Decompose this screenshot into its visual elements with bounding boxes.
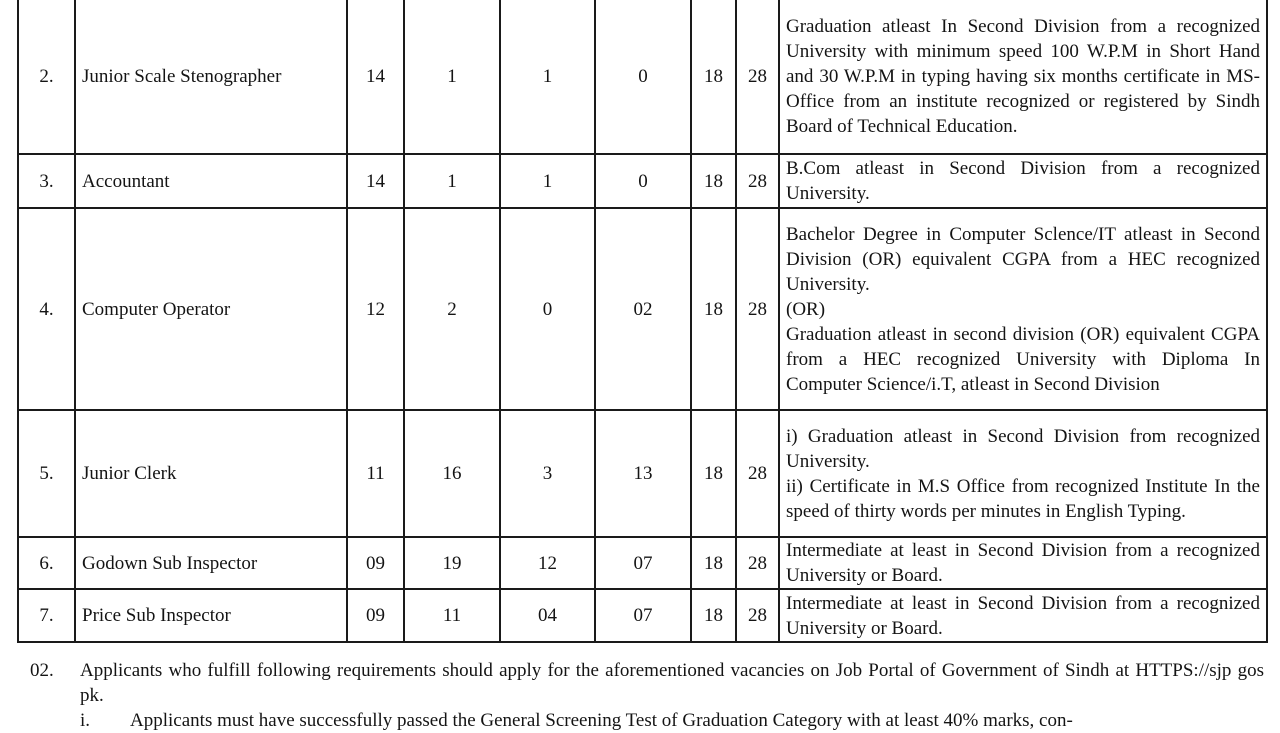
serial-number: 4.	[18, 208, 75, 410]
qualification-cell	[779, 0, 1267, 154]
count-cell: 11	[404, 589, 500, 642]
table-row	[18, 208, 1267, 410]
table-row	[18, 154, 1267, 208]
min-age-cell: 18	[691, 537, 736, 589]
post-name: Junior Scale Stenographer	[75, 0, 347, 154]
count-cell: 12	[500, 537, 595, 589]
serial-number: 7.	[18, 589, 75, 642]
max-age-cell: 28	[736, 537, 779, 589]
max-age-cell: 28	[736, 154, 779, 208]
post-name: Price Sub Inspector	[75, 589, 347, 642]
count-cell: 0	[595, 154, 691, 208]
bps-cell: 14	[347, 0, 404, 154]
max-age-cell: 28	[736, 589, 779, 642]
paragraph-02	[30, 658, 1264, 708]
paragraph-i	[80, 708, 1260, 733]
post-name: Computer Operator	[75, 208, 347, 410]
max-age-cell: 28	[736, 0, 779, 154]
qualification-or-separator: (OR)	[786, 298, 826, 320]
min-age-cell: 18	[691, 208, 736, 410]
max-age-cell: 28	[736, 208, 779, 410]
qualification-text: Graduation atleast In Second Division from a recognized University with minimum speed 100 W.P.M in Short Hand and 30 W.P.M in typing having six months certificate in MS-Office from an institute recognized or registered by Sindh Board of Technical Education.	[786, 16, 1260, 137]
bps-cell: 11	[347, 410, 404, 537]
min-age-cell: 18	[691, 410, 736, 537]
max-age-cell: 28	[736, 410, 779, 537]
count-cell: 1	[500, 154, 595, 208]
qualification-text: Intermediate at least in Second Division from a recognized University or Board.	[786, 592, 1260, 639]
qualification-text: ii) Certificate in M.S Office from recognized Institute In the speed of thirty words per minutes in English Typing.	[786, 475, 1260, 522]
count-cell: 19	[404, 537, 500, 589]
count-cell: 16	[404, 410, 500, 537]
serial-number: 2.	[18, 0, 75, 154]
qualification-cell	[779, 154, 1267, 208]
count-cell: 04	[500, 589, 595, 642]
count-cell: 1	[500, 0, 595, 154]
qualification-text: Bachelor Degree in Computer Sclence/IT atleast in Second Division (OR) equivalent CGPA from a HEC recognized University.	[786, 223, 1260, 295]
qualification-text: Graduation atleast in second division (OR) equivalent CGPA from a HEC recognized University with Diploma In Computer Science/i.T, atleast in Second Division	[786, 323, 1260, 395]
post-name: Accountant	[75, 154, 347, 208]
serial-number: 6.	[18, 537, 75, 589]
bps-cell: 14	[347, 154, 404, 208]
paragraph-number: 02.	[30, 660, 54, 681]
count-cell: 02	[595, 208, 691, 410]
vacancies-table-body	[18, 0, 1267, 642]
count-cell: 07	[595, 537, 691, 589]
min-age-cell: 18	[691, 589, 736, 642]
qualification-cell	[779, 410, 1267, 537]
min-age-cell: 18	[691, 154, 736, 208]
list-marker: i.	[80, 710, 91, 731]
serial-number: 3.	[18, 154, 75, 208]
post-name: Junior Clerk	[75, 410, 347, 537]
qualification-text: i) Graduation atleast in Second Division from recognized University.	[786, 425, 1260, 472]
qualification-cell	[779, 537, 1267, 589]
table-row	[18, 589, 1267, 642]
count-cell: 1	[404, 154, 500, 208]
qualification-text: Intermediate at least in Second Division from a recognized University or Board.	[786, 540, 1260, 586]
table-row	[18, 0, 1267, 154]
qualification-cell	[779, 589, 1267, 642]
count-cell: 0	[595, 0, 691, 154]
serial-number: 5.	[18, 410, 75, 537]
count-cell: 13	[595, 410, 691, 537]
count-cell: 2	[404, 208, 500, 410]
table-row	[18, 537, 1267, 589]
vacancies-table	[17, 0, 1268, 643]
count-cell: 0	[500, 208, 595, 410]
count-cell: 1	[404, 0, 500, 154]
qualification-text: B.Com atleast in Second Division from a recognized University.	[786, 158, 1260, 204]
bps-cell: 09	[347, 537, 404, 589]
count-cell: 3	[500, 410, 595, 537]
count-cell: 07	[595, 589, 691, 642]
post-name: Godown Sub Inspector	[75, 537, 347, 589]
paragraph-text: Applicants who fulfill following requirements should apply for the aforementioned vacancies on Job Portal of Government of Sindh at HTTPS://sjp gos pk.	[80, 660, 1264, 706]
table-row	[18, 410, 1267, 537]
bps-cell: 09	[347, 589, 404, 642]
bps-cell: 12	[347, 208, 404, 410]
list-item-text: Applicants must have successfully passed the General Screening Test of Graduation Category with at least 40% marks, con-	[130, 710, 1073, 731]
qualification-cell	[779, 208, 1267, 410]
min-age-cell: 18	[691, 0, 736, 154]
